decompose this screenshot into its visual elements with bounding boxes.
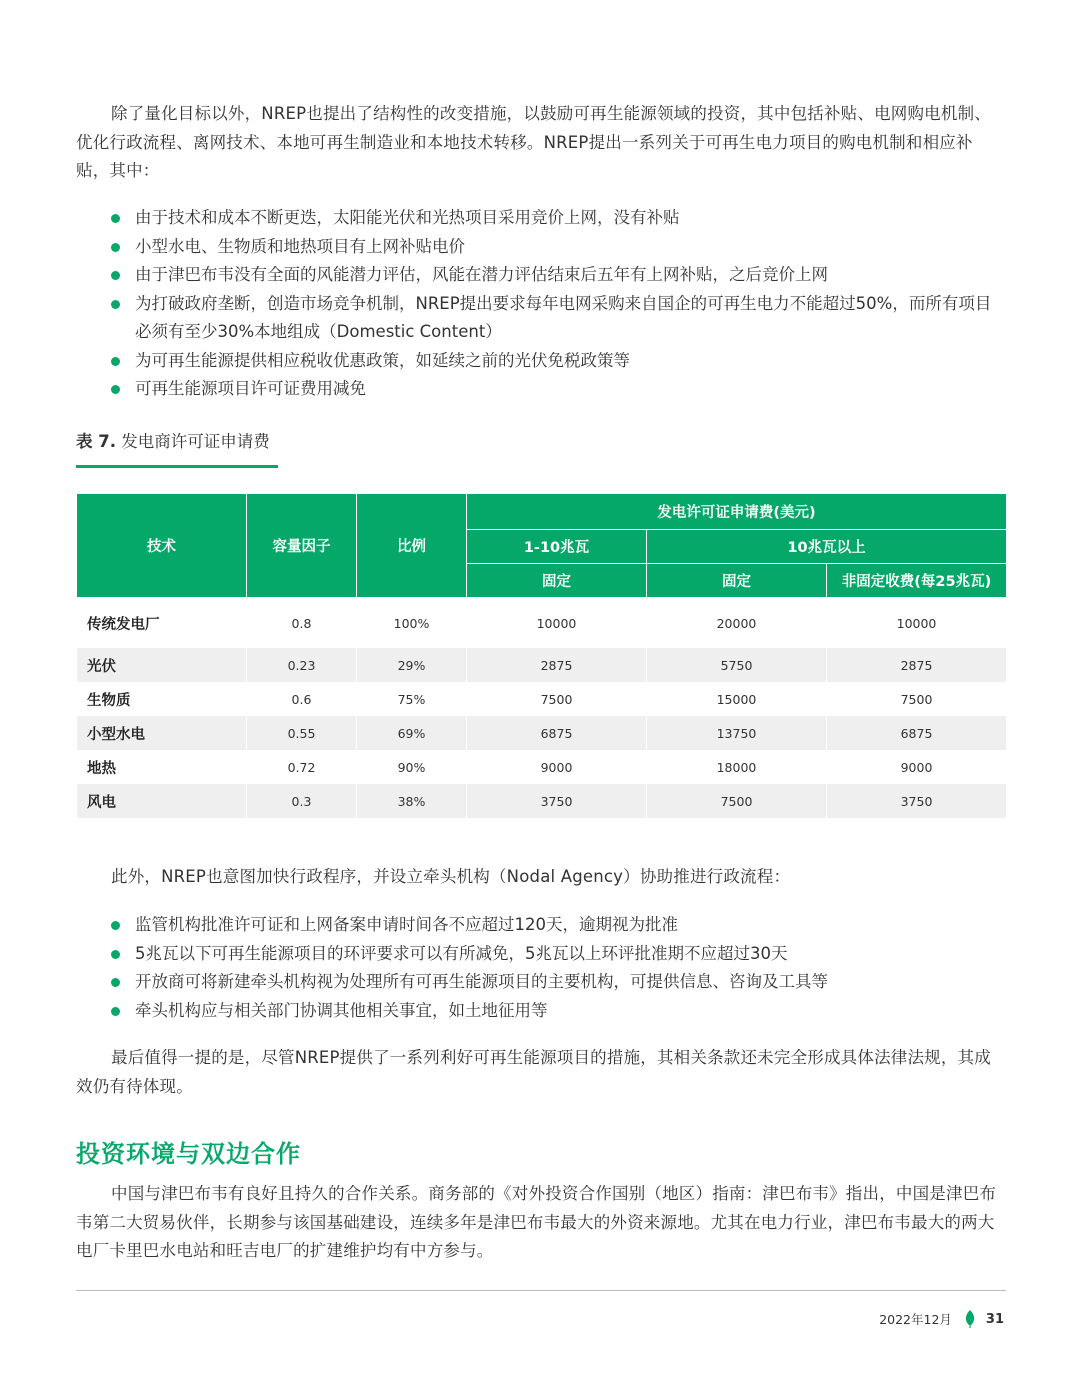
list-item: 监管机构批准许可证和上网备案申请时间各不应超过120天，逾期视为批准 (76, 911, 1006, 940)
section-paragraph: 中国与津巴布韦有良好且持久的合作关系。商务部的《对外投资合作国别（地区）指南：津巴布韦》指出，中国是津巴布韦第二大贸易伙伴，长期参与该国基础建设，连续多年是津巴布韦最大的外资来源地。尤其在电力行业，津巴布韦最大的两大电厂卡里巴水电站和旺吉电厂的扩建维护均有中方参与。 (76, 1184, 997, 1260)
header-tech: 技术 (77, 494, 247, 598)
bullet-dot-icon (111, 921, 120, 930)
table-row: 传统发电厂 0.8 100% 10000 20000 10000 (77, 598, 1007, 649)
list-item: 由于技术和成本不断更迭，太阳能光伏和光热项目采用竞价上网，没有补贴 (76, 204, 1006, 233)
license-fee-table (76, 493, 1007, 818)
bullet-dot-icon (111, 243, 120, 252)
list-item: 5兆瓦以下可再生能源项目的环评要求可以有所减免，5兆瓦以上环评批准期不应超过30天 (76, 940, 1006, 969)
page-number: 31 (985, 1311, 1004, 1327)
list-item: 牵头机构应与相关部门协调其他相关事宜，如土地征用等 (76, 997, 1006, 1026)
subsidy-bullet-list (76, 204, 1006, 404)
header-fee-group: 发电许可证申请费(美元) (467, 494, 1007, 530)
intro-paragraph: 除了量化目标以外，NREP也提出了结构性的改变措施，以鼓励可再生能源领域的投资，其中包括补贴、电网购电机制、优化行政流程、离网技术、本地可再生制造业和本地技术转移。NREP提出一系列关于可再生电力项目的购电机制和相应补贴，其中： (76, 104, 991, 180)
bullet-dot-icon (111, 214, 120, 223)
footer-divider (76, 1290, 1006, 1291)
closing-paragraph: 最后值得一提的是，尽管NREP提供了一系列利好可再生能源项目的措施，其相关条款还未完全形成具体法律法规，其成效仍有待体现。 (76, 1048, 991, 1096)
table-row: 光伏 0.23 29% 2875 5750 2875 (77, 648, 1007, 682)
bullet-dot-icon (111, 385, 120, 394)
page-footer (879, 1310, 1004, 1328)
list-item: 为打破政府垄断，创造市场竞争机制，NREP提出要求每年电网采购来自国企的可再生电力不能超过50%，而所有项目必须有至少30%本地组成（Domestic Content） (76, 290, 1006, 347)
bullet-dot-icon (111, 271, 120, 280)
admin-bullet-list (76, 911, 1006, 1025)
bullet-dot-icon (111, 978, 120, 987)
table-row: 小型水电 0.55 69% 6875 13750 6875 (77, 716, 1007, 750)
header-range-10-plus: 10兆瓦以上 (647, 530, 1007, 564)
bullet-dot-icon (111, 1007, 120, 1016)
section-title: 投资环境与双边合作 (76, 1140, 301, 1168)
bullet-dot-icon (111, 300, 120, 309)
table-row: 生物质 0.6 75% 7500 15000 7500 (77, 682, 1007, 716)
table-caption-label: 表 7. (76, 432, 116, 451)
caption-underline (76, 465, 278, 468)
list-item: 为可再生能源提供相应税收优惠政策，如延续之前的光伏免税政策等 (76, 347, 1006, 376)
header-fixed-large: 固定 (647, 564, 827, 598)
footer-date: 2022年12月 (879, 1312, 952, 1327)
header-capacity-factor: 容量因子 (247, 494, 357, 598)
table-row: 风电 0.3 38% 3750 7500 3750 (77, 784, 1007, 818)
header-range-1-10: 1-10兆瓦 (467, 530, 647, 564)
header-fixed-small: 固定 (467, 564, 647, 598)
table-row: 地热 0.72 90% 9000 18000 9000 (77, 750, 1007, 784)
leaf-icon (964, 1310, 976, 1328)
bullet-dot-icon (111, 950, 120, 959)
bullet-dot-icon (111, 357, 120, 366)
nodal-agency-paragraph: 此外，NREP也意图加快行政程序，并设立牵头机构（Nodal Agency）协助推进行政流程： (111, 867, 791, 886)
table-caption-text: 发电商许可证申请费 (121, 432, 270, 451)
header-variable: 非固定收费(每25兆瓦) (827, 564, 1007, 598)
header-ratio: 比例 (357, 494, 467, 598)
list-item: 小型水电、生物质和地热项目有上网补贴电价 (76, 233, 1006, 262)
table-caption (76, 428, 270, 456)
list-item: 由于津巴布韦没有全面的风能潜力评估，风能在潜力评估结束后五年有上网补贴，之后竞价上网 (76, 261, 1006, 290)
list-item: 可再生能源项目许可证费用减免 (76, 375, 1006, 404)
list-item: 开放商可将新建牵头机构视为处理所有可再生能源项目的主要机构，可提供信息、咨询及工具等 (76, 968, 1006, 997)
